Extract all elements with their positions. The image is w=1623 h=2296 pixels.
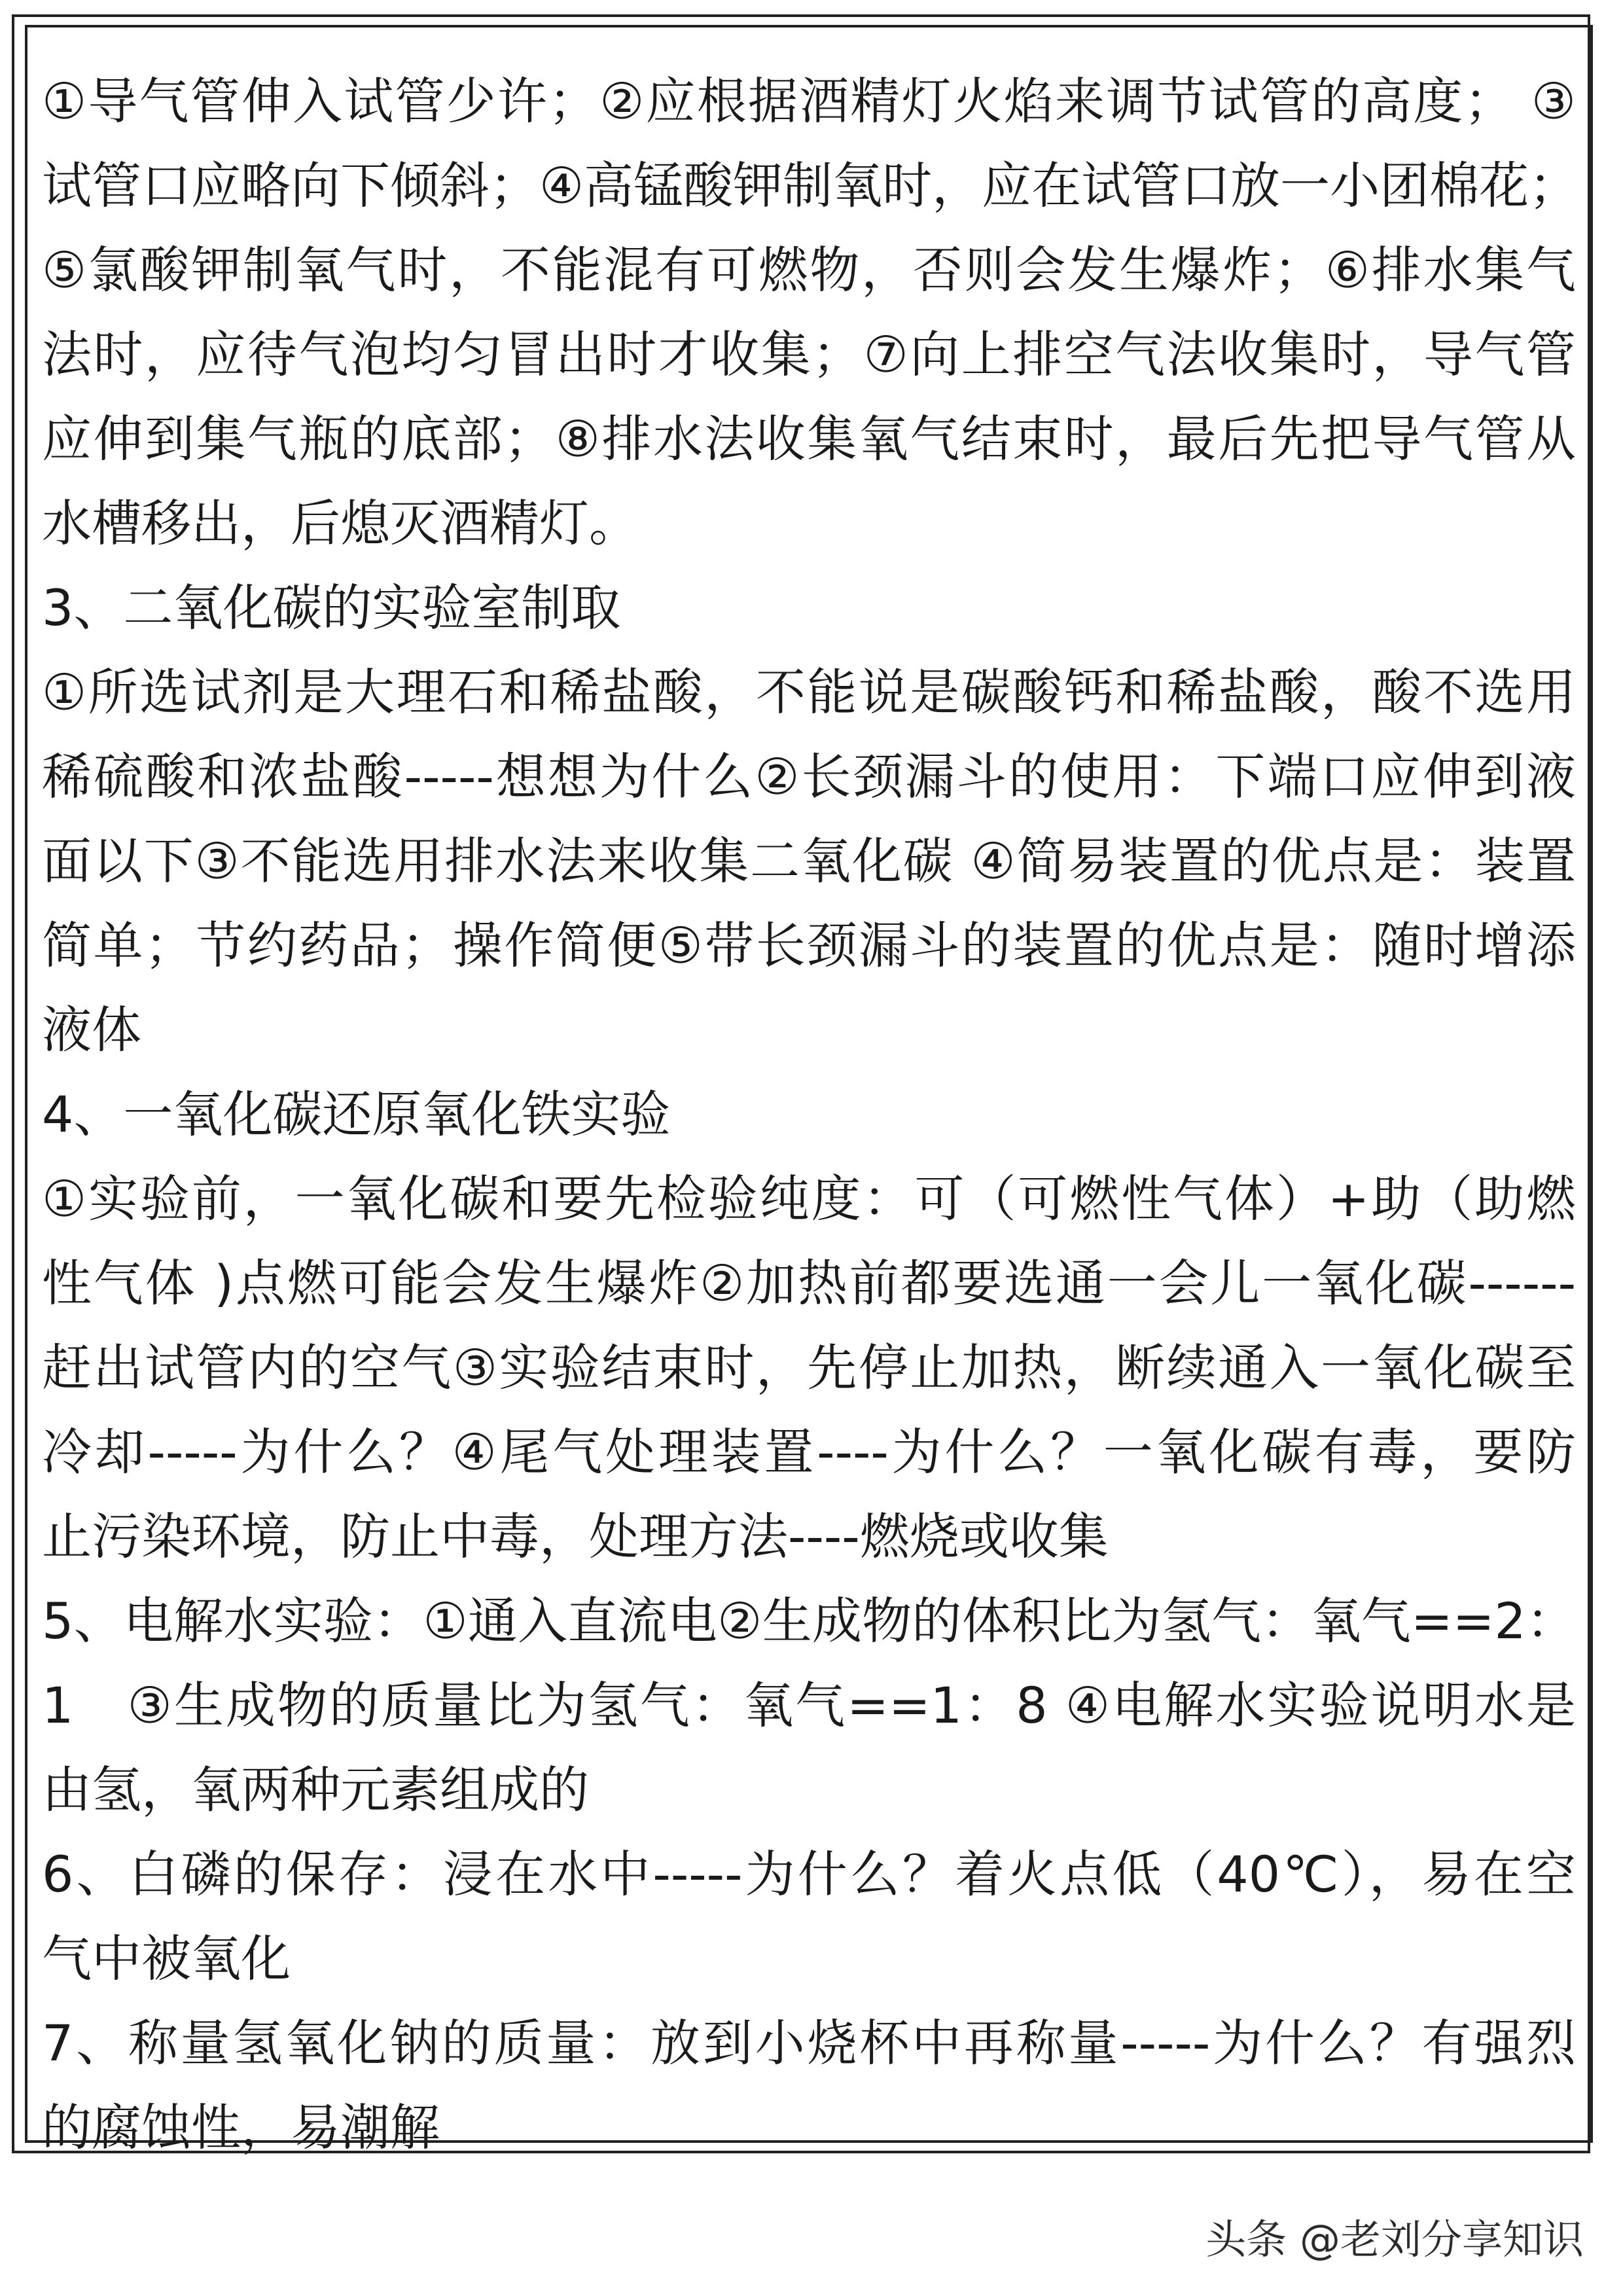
text-line: 稀硫酸和浓盐酸-----想想为什么②长颈漏斗的使用：下端口应伸到液 xyxy=(42,747,1576,806)
text-line: ①所选试剂是大理石和稀盐酸，不能说是碳酸钙和稀盐酸，酸不选用 xyxy=(42,663,1576,721)
watermark: 头条 @老刘分享知识 xyxy=(1205,2215,1584,2263)
text-line: 赶出试管内的空气③实验结束时，先停止加热，断续通入一氧化碳至 xyxy=(42,1338,1576,1397)
text-line: 5、电解水实验：①通入直流电②生成物的体积比为氢气：氧气==2： xyxy=(42,1592,1576,1650)
text-line: 由氢，氧两种元素组成的 xyxy=(42,1761,589,1819)
text-line: 冷却-----为什么？④尾气处理装置----为什么？一氧化碳有毒，要防 xyxy=(42,1423,1576,1481)
text-line: 7、称量氢氧化钠的质量：放到小烧杯中再称量-----为什么？有强烈 xyxy=(42,2014,1576,2072)
text-line: 性气体 )点燃可能会发生爆炸②加热前都要选通一会儿一氧化碳------ xyxy=(42,1254,1576,1312)
text-line: 气中被氧化 xyxy=(42,1929,291,1988)
text-line: ①实验前，一氧化碳和要先检验纯度：可（可燃性气体）+助（助燃 xyxy=(42,1170,1576,1228)
text-line: 1 ③生成物的质量比为氢气：氧气==1：8 ④电解水实验说明水是 xyxy=(42,1676,1576,1734)
text-line: 应伸到集气瓶的底部；⑧排水法收集氧气结束时，最后先把导气管从 xyxy=(42,410,1576,468)
text-line: 6、白磷的保存：浸在水中-----为什么？着火点低（40℃），易在空 xyxy=(42,1845,1576,1903)
text-line: 的腐蚀性，易潮解 xyxy=(42,2098,440,2157)
text-line: ①导气管伸入试管少许；②应根据酒精灯火焰来调节试管的高度； ③ xyxy=(42,72,1576,130)
text-line: 止污染环境，防止中毒，处理方法----燃烧或收集 xyxy=(42,1507,1109,1566)
document-body xyxy=(25,25,1593,2157)
text-line: 试管口应略向下倾斜；④高锰酸钾制氧时，应在试管口放一小团棉花； xyxy=(42,156,1579,215)
text-line: ⑤氯酸钾制氧气时，不能混有可燃物，否则会发生爆炸；⑥排水集气 xyxy=(42,241,1576,299)
text-line: 简单；节约药品；操作简便⑤带长颈漏斗的装置的优点是：随时增添 xyxy=(42,916,1576,975)
text-line: 液体 xyxy=(42,1001,141,1059)
text-lines xyxy=(42,59,1579,2170)
text-line: 面以下③不能选用排水法来收集二氧化碳 ④简易装置的优点是：装置 xyxy=(42,832,1576,890)
text-line: 法时，应待气泡均匀冒出时才收集；⑦向上排空气法收集时，导气管 xyxy=(42,325,1576,384)
text-line: 4、一氧化碳还原氧化铁实验 xyxy=(42,1085,671,1143)
text-line: 3、二氧化碳的实验室制取 xyxy=(42,579,621,637)
text-line: 水槽移出，后熄灭酒精灯。 xyxy=(42,494,639,552)
